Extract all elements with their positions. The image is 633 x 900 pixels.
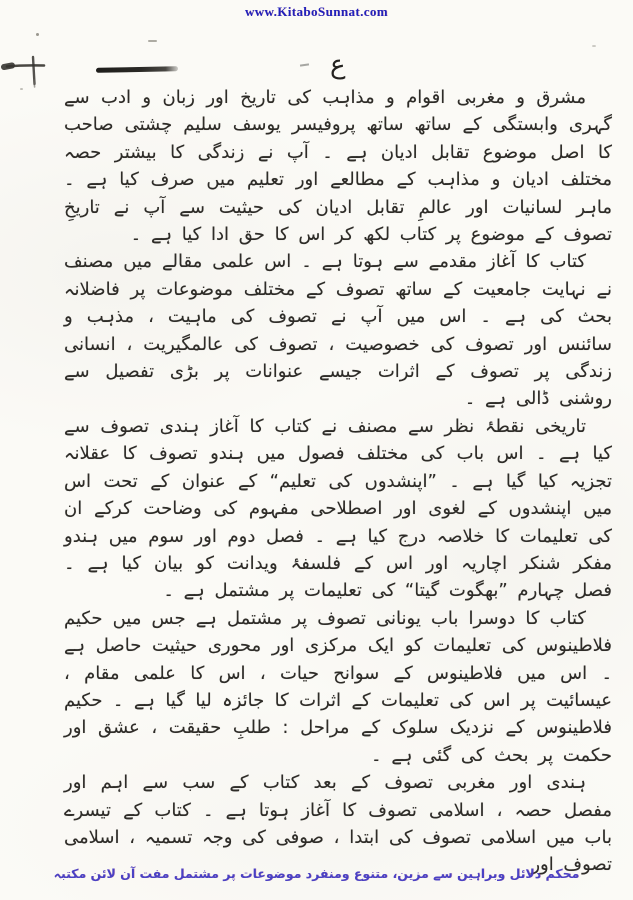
marker-dash [300,63,309,66]
pencil-underline-mark [96,66,178,73]
site-url-watermark: www.KitaboSunnat.com [244,4,389,19]
scan-speck [36,33,39,36]
urdu-paragraph: مشرق و مغربی اقوام و مذاہب کی تاریخ اور زبان و ادب سے گہری وابستگی کے ساتھ ساتھ پروفیسر یوسف سلیم چشتی صاحب کا اصل موضوع تقابل ادیان ہے ۔ آپ نے زندگی کا بیشتر حصہ مختلف ادیان و مذاہب کے مطالعے اور تعلیم میں صرف کیا ہے ۔ ماہر لسانیات اور عالمِ تقابل ادیان کی حیثیت سے آپ نے تاریخِ تصوف کے موضوع پر کتاب لکھ کر اس کا حق ادا کیا ہے ۔ [64,87,612,246]
urdu-paragraph: کتاب کا دوسرا باب یونانی تصوف پر مشتمل ہے جس میں حکیم فلاطینوس کی تعلیمات کو ایک مرکزی اور محوری حیثیت حاصل ہے ۔ اس میں فلاطینوس کے سوانح حیات ، اس کا علمی مقام ، عیسائیت پر اس کی تعلیمات کے اثرات کا جائزہ لیا گیا ہے ۔ حکیم فلاطینوس کے نزدیک سلوک کے مراحل : طلبِ حقیقت ، عشق اور حکمت پر بحث کی گئی ہے ۔ [64,607,612,766]
urdu-paragraph: کتاب کا آغاز مقدمے سے ہوتا ہے ۔ اس علمی مقالے میں مصنف نے نہایت جامعیت کے ساتھ تصوف کے مختلف موضوعات پر فاضلانہ بحث کی ہے ۔ اس میں آپ نے تصوف کی ماہیت ، مذہب و سائنس اور تصوف کی خصوصیت ، تصوف کی عالمگیریت ، انسانی زندگی پر تصوف کے اثرات جیسے عنوانات پر بڑی تفصیل سے روشنی ڈالی ہے ۔ [64,251,612,410]
page-marker-ayn: ع [330,50,346,80]
scan-speck [592,45,596,47]
urdu-paragraph: تاریخی نقطۂ نظر سے مصنف نے کتاب کا آغاز ہندی تصوف سے کیا ہے ۔ اس باب کی مختلف فصول میں ہندو تصوف کا عقلانہ تجزیہ کیا گیا ہے ۔ ”اپنشدوں کی تعلیم“ کے عنوان کے تحت اس میں اپنشدوں کے لغوی اور اصطلاحی مفہوم کی وضاحت کرکے ان کی تعلیمات کا خلاصہ درج کیا ہے ۔ فصل دوم اور سوم میں ہندو مفکر شنکر اچاریہ اور اس کے فلسفۂ ویدانت کو بیان کیا ہے ۔ فصل چہارم ”بھگوت گیتا“ کی تعلیمات پر مشتمل ہے ۔ [64,415,612,602]
scan-speck [148,40,157,42]
urdu-paragraph: ہندی اور مغربی تصوف کے بعد کتاب کے سب سے اہم اور مفصل حصہ ، اسلامی تصوف کا آغاز ہوتا ہے ۔ کتاب کے تیسرے باب میں اسلامی تصوف کی ابتدا ، صوفی کی وجہ تسمیہ ، اسلامی تصوف اور [64,772,612,876]
pencil-cross-mark-icon [0,50,58,96]
urdu-text-block [64,84,612,879]
footer-tagline: محکم دلائل وبراہین سے مزین، متنوع ومنفرد موضوعات پر مشتمل مفت آن لائن مکتبہ [53,866,580,881]
